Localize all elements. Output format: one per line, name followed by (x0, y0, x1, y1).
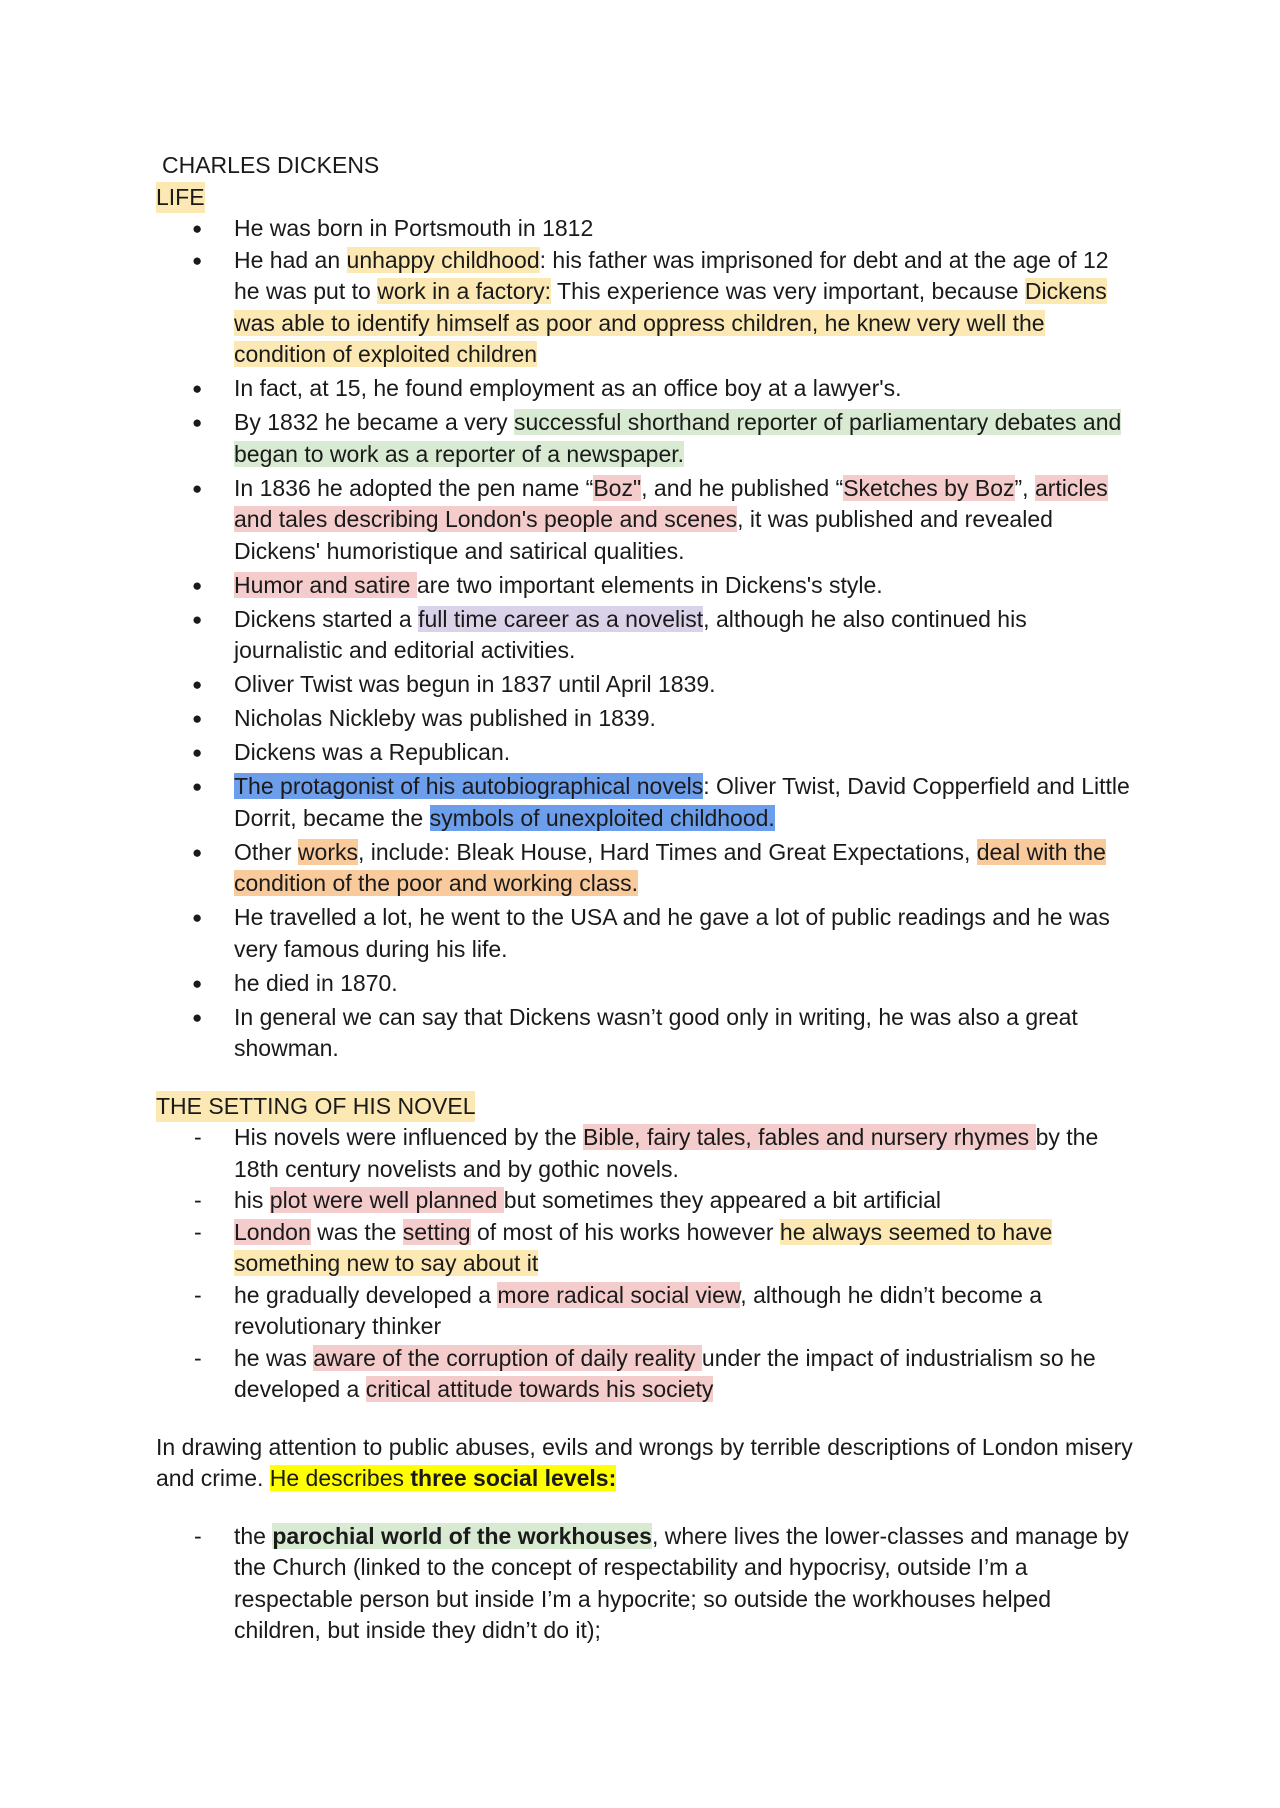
list-item: ● He was born in Portsmouth in 1812 (156, 213, 1136, 245)
dash-marker: - (194, 1522, 202, 1549)
list-item: ● Dickens started a full time career as a novelist, although he also continued his journalistic and editorial activities. (192, 605, 1027, 663)
list-item: ● Dickens was a Republican. (156, 737, 1136, 769)
highlight: plot were well planned (269, 1187, 504, 1213)
highlight: full time career as a novelist (418, 605, 704, 632)
list-item: ● Oliver Twist was begun in 1837 until April 1839. (156, 669, 1136, 701)
highlight: he always seemed to have something new to say about it (234, 1218, 1053, 1276)
list-item: - London was the setting of most of his works however he always seemed to have something new to say about it (194, 1218, 1053, 1276)
list-item: ● In fact, at 15, he found employment as an office boy at a lawyer's. (156, 373, 1136, 405)
list-item: ● Other works, include: Bleak House, Hard Times and Great Expectations, deal with the condition of the poor and working class. (192, 838, 1106, 896)
bullet-marker: ● (192, 575, 203, 595)
life-list (156, 213, 1136, 1065)
social-levels-paragraph: In drawing attention to public abuses, evils and wrongs by terrible descriptions of London misery and crime. He describes three social levels: (156, 1433, 1133, 1491)
highlight: Humor and satire (234, 571, 417, 598)
highlight: Bible, fairy tales, fables and nursery rhymes (583, 1124, 1036, 1150)
list-item: - he gradually developed a more radical social view, although he didn’t become a revolutionary thinker (194, 1281, 1043, 1339)
bullet-marker: ● (192, 1007, 203, 1027)
list-item: ● He had an unhappy childhood: his father was imprisoned for debt and at the age of 12 he was put to work in a factory: This experience was very important, because Dickens was able to identify himself as poor and oppress children, he knew very well the condition of exploited children (192, 246, 1109, 367)
spacer (156, 1406, 1136, 1432)
bullet-marker: ● (192, 842, 203, 862)
list-item: ● Nicholas Nickleby was published in 1839. (156, 703, 1136, 735)
list-item: ● By 1832 he became a very successful shorthand reporter of parliamentary debates and began to work as a reporter of a newspaper. (192, 409, 1122, 467)
levels-list (156, 1521, 1136, 1647)
highlight: Boz" (593, 474, 642, 501)
list-item: ● The protagonist of his autobiographical novels: Oliver Twist, David Copperfield and Little Dorrit, became the symbols of unexploited childhood. (192, 773, 1130, 831)
list-item: ● he died in 1870. (156, 968, 1136, 1000)
list-item: ● He travelled a lot, he went to the USA and he gave a lot of public readings and he was very famous during his life. (192, 904, 1110, 962)
highlight: Dickens was able to identify himself as poor and oppress children, he knew very well the condition of exploited children (234, 278, 1107, 367)
dash-marker: - (194, 1187, 202, 1213)
list-item: ● In general we can say that Dickens wasn’t good only in writing, he was also a great showman. (192, 1003, 1078, 1061)
highlight: works (297, 838, 358, 865)
document-title: CHARLES DICKENS (162, 152, 380, 178)
list-item: - his plot were well planned but sometimes they appeared a bit artificial (156, 1185, 1136, 1217)
dash-marker: - (194, 1344, 202, 1371)
highlight: more radical social view (497, 1281, 741, 1308)
bullet-marker: ● (192, 413, 203, 432)
dash-marker: - (194, 1281, 202, 1308)
life-heading: LIFE (156, 182, 205, 214)
list-item: - the parochial world of the workhouses, where lives the lower-classes and manage by the Church (linked to the concept of respectability and hypocrisy, outside I’m a respectable person but inside I’m a hypocrite; so outside the workhouses helped children, but inside they didn’t do it); (194, 1522, 1129, 1643)
dash-marker: - (194, 1218, 202, 1245)
highlight: articles and tales describing London's people and scenes (234, 474, 1108, 532)
bullet-marker: ● (192, 609, 203, 629)
list-item: - His novels were influenced by the Bible, fairy tales, fables and nursery rhymes by the 18th century novelists and by gothic novels. (194, 1124, 1099, 1182)
bullet-marker: ● (192, 250, 203, 270)
highlight: deal with the condition of the poor and working class. (234, 838, 1106, 896)
highlight: He describes three social levels: (269, 1465, 617, 1491)
dash-marker: - (194, 1124, 202, 1150)
bullet-marker: ● (192, 973, 203, 993)
setting-heading: THE SETTING OF HIS NOVEL (156, 1091, 475, 1123)
bullet-marker: ● (192, 478, 203, 498)
list-item: - he was aware of the corruption of daily reality under the impact of industrialism so he developed a critical attitude towards his society (194, 1344, 1096, 1402)
bullet-marker: ● (192, 675, 203, 694)
highlight: Sketches by Boz (843, 474, 1015, 501)
bullet-marker: ● (192, 219, 203, 238)
setting-list (156, 1122, 1136, 1406)
spacer (156, 1065, 1136, 1091)
bullet-marker: ● (192, 743, 203, 762)
highlight: unhappy childhood (346, 246, 540, 273)
highlight: work in a factory: (377, 278, 552, 304)
highlight: London (234, 1218, 311, 1245)
highlight: parochial world of the workhouses (272, 1522, 652, 1549)
highlight: aware of the corruption of daily reality (313, 1344, 702, 1371)
highlight: symbols of unexploited childhood. (429, 804, 775, 831)
highlight: critical attitude towards his society (365, 1376, 714, 1402)
highlight: successful shorthand reporter of parliamentary debates and began to work as a reporter of a newspaper. (234, 409, 1122, 467)
highlight: setting (402, 1218, 471, 1245)
document-body (156, 150, 1136, 1647)
bullet-marker: ● (192, 379, 203, 398)
bullet-marker: ● (192, 709, 203, 728)
bullet-marker: ● (192, 908, 203, 927)
list-item: ● In 1836 he adopted the pen name “Boz", and he published “Sketches by Boz”, articles and tales describing London's people and scenes, it was published and revealed Dickens' humoristique and satirical qualities. (192, 474, 1108, 564)
bullet-marker: ● (192, 777, 203, 796)
list-item: ● Humor and satire are two important elements in Dickens's style. (156, 570, 1136, 602)
spacer (156, 1495, 1136, 1521)
highlight: The protagonist of his autobiographical novels (234, 773, 704, 799)
